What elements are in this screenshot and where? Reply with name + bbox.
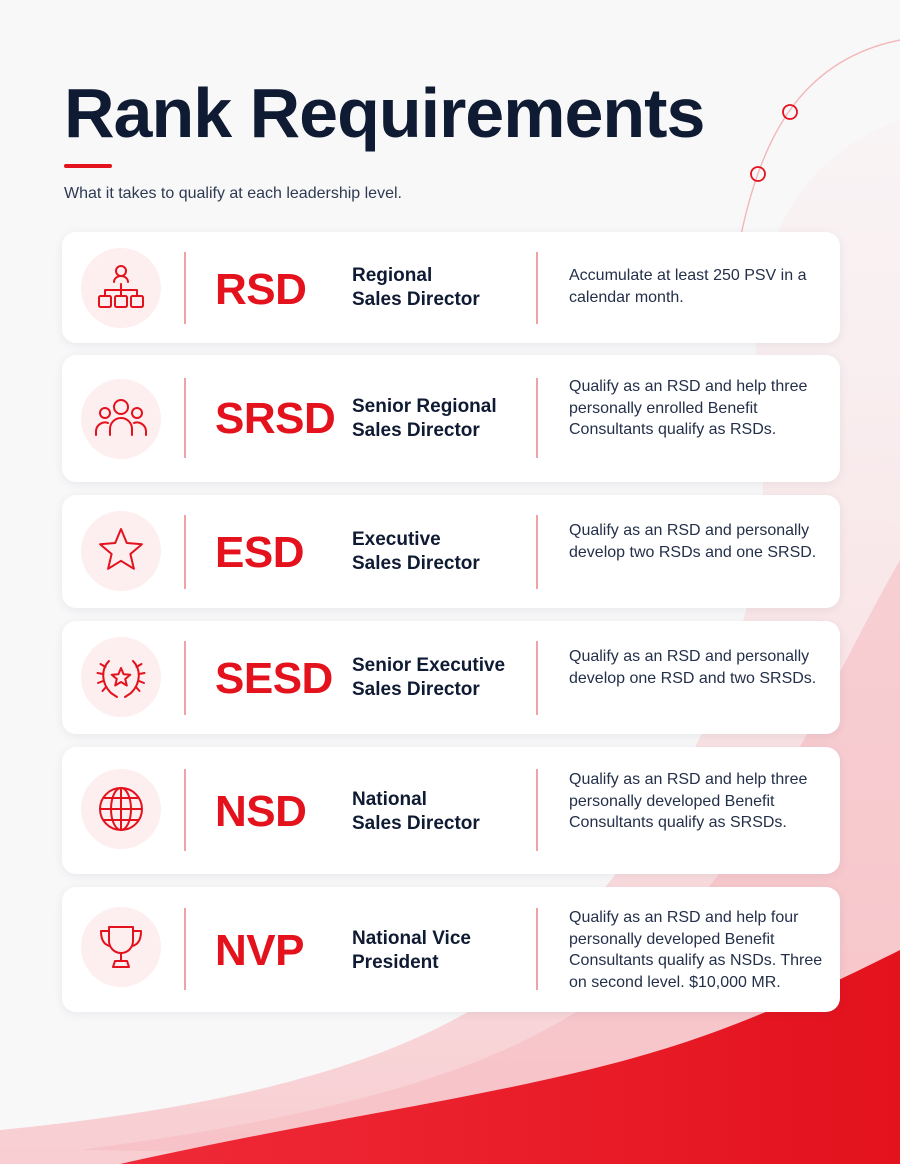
star-icon	[81, 511, 161, 591]
rank-name-line-2: Sales Director	[352, 553, 480, 574]
rank-name-line-1: Executive	[352, 529, 441, 550]
title-accent-rule	[64, 164, 112, 168]
rank-name-line-2: Sales Director	[352, 289, 480, 310]
rank-code: SESD	[215, 654, 333, 703]
card-divider	[536, 515, 538, 589]
card-divider	[536, 641, 538, 715]
rank-description: Qualify as an RSD and personally develop two RSDs and one SRSD.	[569, 522, 817, 561]
rank-description: Accumulate at least 250 PSV in a calendar month.	[569, 267, 807, 306]
rank-name-line-2: Sales Director	[352, 679, 480, 700]
laurel-star-icon	[81, 637, 161, 717]
rank-code: NSD	[215, 787, 307, 836]
rank-name-line-1: National Vice	[352, 928, 471, 949]
rank-name-line-1: Regional	[352, 265, 433, 286]
rank-card-esd	[62, 495, 840, 608]
card-divider	[184, 515, 186, 589]
card-divider	[536, 769, 538, 851]
card-divider	[536, 908, 538, 990]
page-subtitle: What it takes to qualify at each leadership level.	[64, 185, 402, 202]
org-chart-icon	[81, 248, 161, 328]
card-divider	[184, 378, 186, 458]
card-divider	[184, 641, 186, 715]
rank-code: SRSD	[215, 394, 336, 443]
rank-card-nsd	[62, 747, 840, 874]
rank-code: RSD	[215, 265, 307, 314]
globe-icon	[81, 769, 161, 849]
team-icon	[81, 379, 161, 459]
rank-name	[352, 528, 522, 576]
rank-name	[352, 395, 522, 443]
rank-code: ESD	[215, 528, 304, 577]
rank-code: NVP	[215, 926, 304, 975]
card-divider	[184, 252, 186, 324]
rank-description: Qualify as an RSD and personally develop one RSD and two SRSDs.	[569, 648, 817, 687]
rank-name-line-1: National	[352, 789, 427, 810]
rank-name-line-1: Senior Regional	[352, 396, 497, 417]
rank-name	[352, 654, 522, 702]
rank-card-srsd	[62, 355, 840, 482]
rank-card-rsd	[62, 232, 840, 343]
rank-name-line-1: Senior Executive	[352, 655, 506, 676]
rank-description: Qualify as an RSD and help three personally enrolled Benefit Consultants qualify as RSDs.	[569, 378, 808, 439]
page-title: Rank Requirements	[64, 74, 705, 152]
card-divider	[184, 769, 186, 851]
rank-name	[352, 927, 522, 975]
rank-name-line-2: Sales Director	[352, 420, 480, 441]
rank-card-sesd	[62, 621, 840, 734]
rank-description: Qualify as an RSD and help three personally developed Benefit Consultants qualify as SRSDs.	[569, 771, 808, 832]
rank-card-nvp	[62, 887, 840, 1012]
trophy-icon	[81, 907, 161, 987]
rank-name	[352, 264, 522, 312]
rank-description: Qualify as an RSD and help four personally developed Benefit Consultants qualify as NSDs. Three on second level. $10,000 MR.	[569, 909, 823, 991]
card-divider	[184, 908, 186, 990]
card-divider	[536, 252, 538, 324]
card-divider	[536, 378, 538, 458]
rank-name-line-2: Sales Director	[352, 813, 480, 834]
rank-name-line-2: President	[352, 952, 439, 973]
rank-name	[352, 788, 522, 836]
